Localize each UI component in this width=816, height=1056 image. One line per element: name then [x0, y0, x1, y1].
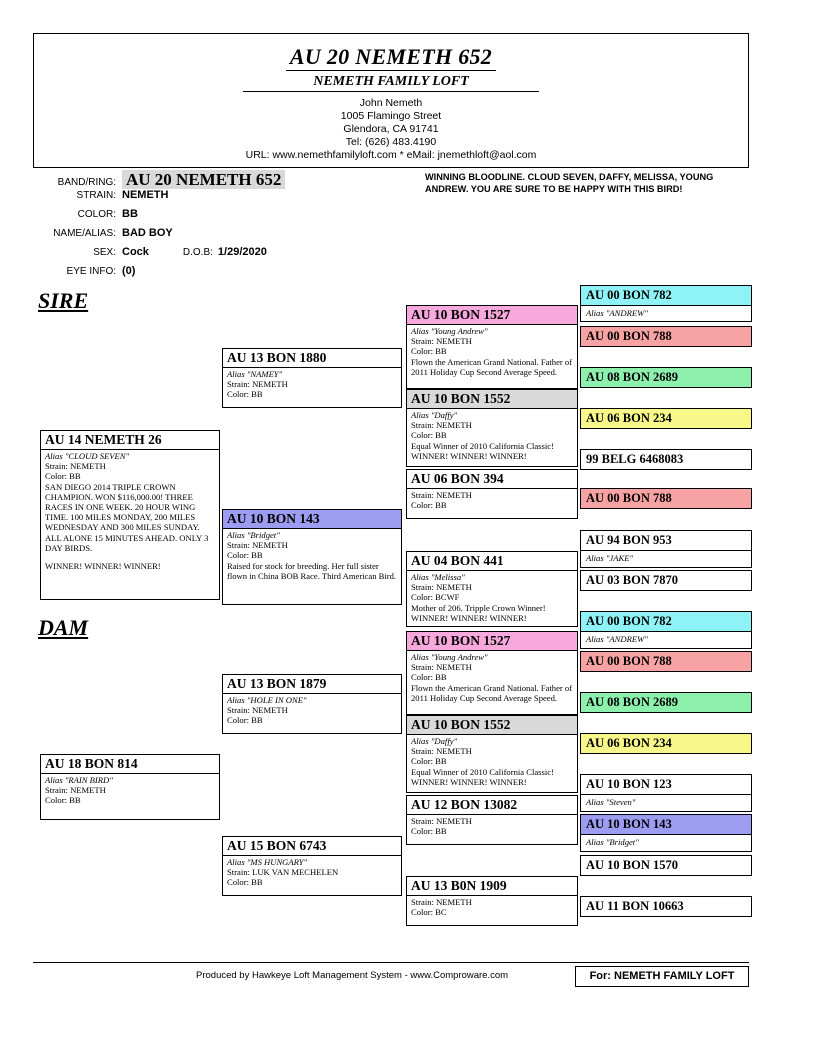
pedigree-box-g3-4 — [406, 631, 578, 715]
pedigree-band: AU 15 BON 6743 — [223, 837, 401, 856]
alias-line: Alias "MS HUNGARY" — [227, 857, 308, 867]
alias-line: Alias "CLOUD SEVEN" — [45, 451, 130, 461]
strain-line: Strain: NEMETH — [411, 490, 472, 500]
pedigree-band: AU 06 BON 234 — [586, 411, 672, 425]
alias-line: Alias "Bridget" — [227, 530, 280, 540]
pedigree-band: AU 12 BON 13082 — [407, 796, 577, 815]
pedigree-box-g3-7 — [406, 876, 578, 926]
pedigree-band: AU 00 BON 782 — [586, 614, 672, 628]
loft-name: NEMETH FAMILY LOFT — [34, 74, 748, 90]
page-title: AU 20 NEMETH 652 — [34, 44, 748, 70]
alias-line: Alias "Bridget" — [586, 837, 639, 847]
band-row — [40, 170, 420, 187]
pedigree-leaf-7 — [580, 570, 752, 591]
color-line: Color: BB — [227, 550, 263, 561]
pedigree-leaf-0-alias — [580, 306, 752, 322]
notes-line-2: WINNER! WINNER! WINNER! — [45, 561, 161, 572]
footer-for-box: For: NEMETH FAMILY LOFT — [575, 966, 749, 987]
pedigree-band: AU 06 BON 394 — [407, 470, 577, 489]
color-line: Color: BB — [411, 672, 447, 683]
pedigree-leaf-14 — [580, 855, 752, 876]
pedigree-box-g3-5 — [406, 715, 578, 793]
color-line: Color: BB — [227, 715, 263, 726]
pedigree-leaf-11 — [580, 733, 752, 754]
pedigree-leaf-3 — [580, 408, 752, 429]
pedigree-box-dam — [40, 754, 220, 820]
city-state-zip: Glendora, CA 91741 — [343, 123, 439, 135]
pedigree-box-g2-1 — [222, 509, 402, 605]
pedigree-details — [407, 325, 577, 379]
pedigree-leaf-5 — [580, 488, 752, 509]
pedigree-leaf-2 — [580, 367, 752, 388]
pedigree-box-g2-0 — [222, 348, 402, 408]
pedigree-details — [223, 856, 401, 890]
pedigree-leaf-4 — [580, 449, 752, 470]
pedigree-box-g3-0 — [406, 305, 578, 389]
notes-line: Equal Winner of 2010 California Classic! WINNER! WINNER! WINNER! — [411, 766, 554, 787]
pedigree-leaf-6-alias — [580, 551, 752, 568]
pedigree-leaf-10 — [580, 692, 752, 713]
pedigree-band: AU 00 BON 788 — [586, 491, 672, 505]
alias-line: Alias "RAIN BIRD" — [45, 775, 113, 785]
phone-number: Tel: (626) 483.4190 — [345, 136, 437, 148]
pedigree-band: AU 10 BON 1570 — [586, 858, 679, 872]
color-line: Color: BB — [227, 389, 263, 400]
pedigree-band: AU 04 BON 441 — [407, 552, 577, 571]
sire-section-label: SIRE — [38, 288, 89, 313]
alias-line: Alias "NAMEY" — [227, 369, 283, 379]
web-email: URL: www.nemethfamilyloft.com * eMail: jnemethloft@aol.com — [245, 149, 537, 161]
pedigree-details — [223, 694, 401, 728]
color-line: Color: BB — [411, 756, 447, 767]
pedigree-details — [223, 529, 401, 583]
pedigree-leaf-12-alias — [580, 795, 752, 812]
pedigree-band: AU 13 B0N 1909 — [407, 877, 577, 896]
sex-label: SEX: — [93, 247, 116, 258]
pedigree-box-g3-1 — [406, 389, 578, 467]
pedigree-band: AU 11 BON 10663 — [586, 899, 684, 913]
header-box — [33, 33, 749, 168]
bird-info-block — [40, 170, 420, 284]
footer-credit: Produced by Hawkeye Loft Management System - www.Comproware.com — [196, 970, 509, 981]
strain-line: Strain: NEMETH — [411, 420, 472, 431]
pedigree-band: AU 10 BON 1527 — [407, 306, 577, 325]
pedigree-band: AU 08 BON 2689 — [586, 370, 679, 384]
pedigree-leaf-0 — [580, 285, 752, 306]
strain-line: Strain: NEMETH — [411, 746, 472, 757]
dob-value: 1/29/2020 — [217, 246, 267, 258]
dam-section-label: DAM — [38, 615, 89, 640]
pedigree-details — [41, 450, 219, 573]
pedigree-leaf-9 — [580, 651, 752, 672]
pedigree-leaf-8 — [580, 611, 752, 632]
pedigree-leaf-12 — [580, 774, 752, 795]
strain-row — [40, 189, 420, 206]
pedigree-band: AU 06 BON 234 — [586, 736, 672, 750]
name-value: BAD BOY — [122, 227, 173, 239]
pedigree-box-g2-3 — [222, 836, 402, 896]
strain-value: NEMETH — [122, 189, 169, 201]
pedigree-band: AU 00 BON 782 — [586, 288, 672, 302]
pedigree-band: AU 14 NEMETH 26 — [41, 431, 219, 450]
pedigree-leaf-15 — [580, 896, 752, 917]
color-line: Color: BC — [411, 907, 447, 918]
pedigree-band: AU 10 BON 123 — [586, 777, 672, 791]
name-row — [40, 227, 420, 244]
pedigree-leaf-13 — [580, 814, 752, 835]
color-label: COLOR: — [77, 209, 116, 220]
pedigree-band: AU 10 BON 1552 — [407, 716, 577, 735]
bird-notes: WINNING BLOODLINE. CLOUD SEVEN, DAFFY, MELISSA, YOUNG ANDREW. YOU ARE SURE TO BE HAPPY WITH THIS BIRD! — [425, 172, 714, 194]
color-line: Color: BCWF — [411, 592, 460, 603]
notes-line: Flown the American Grand National. Father of 2011 Holiday Cup Second Average Speed. — [411, 356, 573, 377]
band-label: BAND/RING: — [57, 177, 116, 188]
color-line: Color: BB — [45, 471, 81, 482]
pedigree-box-g3-2 — [406, 469, 578, 519]
strain-line: Strain: NEMETH — [227, 540, 288, 551]
notes-line: Mother of 206. Tripple Crown Winner! WINNER! WINNER! WINNER! — [411, 602, 546, 623]
alias-line: Alias "ANDREW" — [586, 308, 648, 318]
strain-line: Strain: NEMETH — [411, 336, 472, 347]
contact-block — [34, 97, 748, 162]
pedigree-leaf-13-alias — [580, 835, 752, 852]
sex-value: Cock — [122, 246, 149, 258]
alias-line: Alias "Young Andrew" — [411, 326, 488, 336]
pedigree-details — [41, 774, 219, 808]
strain-line: Strain: NEMETH — [411, 897, 472, 907]
pedigree-leaf-6 — [580, 530, 752, 551]
strain-line: Strain: NEMETH — [45, 785, 106, 796]
notes-line: Equal Winner of 2010 California Classic! WINNER! WINNER! WINNER! — [411, 440, 554, 461]
strain-line: Strain: NEMETH — [227, 379, 288, 390]
pedigree-band: AU 13 BON 1879 — [223, 675, 401, 694]
pedigree-band: AU 10 BON 143 — [586, 817, 672, 831]
color-line: Color: BB — [45, 795, 81, 806]
pedigree-band: 99 BELG 6468083 — [586, 452, 684, 466]
pedigree-band: AU 10 BON 143 — [223, 510, 401, 529]
strain-line: Strain: NEMETH — [411, 662, 472, 673]
alias-line: Alias "Young Andrew" — [411, 652, 488, 662]
band-value: AU 20 NEMETH 652 — [122, 170, 285, 189]
pedigree-band: AU 03 BON 7870 — [586, 573, 679, 587]
color-row — [40, 208, 420, 225]
notes-line: Raised for stock for breeding. Her full sister flown in China BOB Race. Third American Bird. — [227, 560, 397, 581]
notes-line: SAN DIEGO 2014 TRIPLE CROWN CHAMPION. WON $116,000.00! THREE RACES IN ONE WEEK. 20 HOUR WING TIME. 100 MILES MONDAY, 200 MILES WEDNESDAY AND 300 MILES SUNDAY. ALL ALONE 15 MINUTES AHEAD. ONLY 3 DAY BIRDS. — [45, 481, 209, 553]
pedigree-band: AU 94 BON 953 — [586, 533, 672, 547]
name-label: NAME/ALIAS: — [53, 228, 116, 239]
pedigree-box-sire — [40, 430, 220, 600]
pedigree-leaf-8-alias — [580, 632, 752, 649]
color-line: Color: BB — [411, 826, 447, 837]
pedigree-box-g3-6 — [406, 795, 578, 845]
alias-line: Alias "Steven" — [586, 797, 636, 807]
strain-line: Strain: LUK VAN MECHELEN — [227, 867, 339, 878]
eye-label: EYE INFO: — [66, 266, 116, 277]
pedigree-details — [223, 368, 401, 402]
pedigree-band: AU 10 BON 1527 — [407, 632, 577, 651]
dob-label: D.O.B: — [182, 247, 213, 258]
pedigree-details — [407, 815, 577, 838]
pedigree-details — [407, 571, 577, 625]
notes-line: Flown the American Grand National. Father of 2011 Holiday Cup Second Average Speed. — [411, 682, 573, 703]
pedigree-band: AU 13 BON 1880 — [223, 349, 401, 368]
pedigree-band: AU 00 BON 788 — [586, 329, 672, 343]
pedigree-band: AU 00 BON 788 — [586, 654, 672, 668]
alias-line: Alias "JAKE" — [586, 553, 634, 563]
eye-value: (0) — [122, 265, 136, 277]
strain-label: STRAIN: — [76, 190, 116, 201]
pedigree-details — [407, 489, 577, 512]
strain-line: Strain: NEMETH — [45, 461, 106, 472]
pedigree-band: AU 18 BON 814 — [41, 755, 219, 774]
alias-line: Alias "Melissa" — [411, 572, 465, 582]
pedigree-box-g3-3 — [406, 551, 578, 627]
eye-row — [40, 265, 420, 282]
strain-line: Strain: NEMETH — [411, 816, 472, 826]
alias-line: Alias "Daffy" — [411, 736, 458, 746]
pedigree-leaf-1 — [580, 326, 752, 347]
pedigree-details — [407, 896, 577, 919]
footer-divider — [33, 962, 749, 963]
color-line: Color: BB — [227, 877, 263, 888]
alias-line: Alias "Daffy" — [411, 410, 458, 420]
strain-line: Strain: NEMETH — [227, 705, 288, 716]
pedigree-details — [407, 651, 577, 705]
color-line: Color: BB — [411, 430, 447, 441]
pedigree-details — [407, 735, 577, 789]
pedigree-box-g2-2 — [222, 674, 402, 734]
street-address: 1005 Flamingo Street — [340, 110, 442, 122]
pedigree-details — [407, 409, 577, 463]
color-line: Color: BB — [411, 346, 447, 357]
color-line: Color: BB — [411, 500, 447, 511]
alias-line: Alias "ANDREW" — [586, 634, 648, 644]
owner-name: John Nemeth — [359, 97, 423, 109]
sex-dob-row — [40, 246, 420, 263]
color-value: BB — [122, 208, 138, 220]
pedigree-band: AU 10 BON 1552 — [407, 390, 577, 409]
alias-line: Alias "HOLE IN ONE" — [227, 695, 307, 705]
pedigree-band: AU 08 BON 2689 — [586, 695, 679, 709]
strain-line: Strain: NEMETH — [411, 582, 472, 593]
